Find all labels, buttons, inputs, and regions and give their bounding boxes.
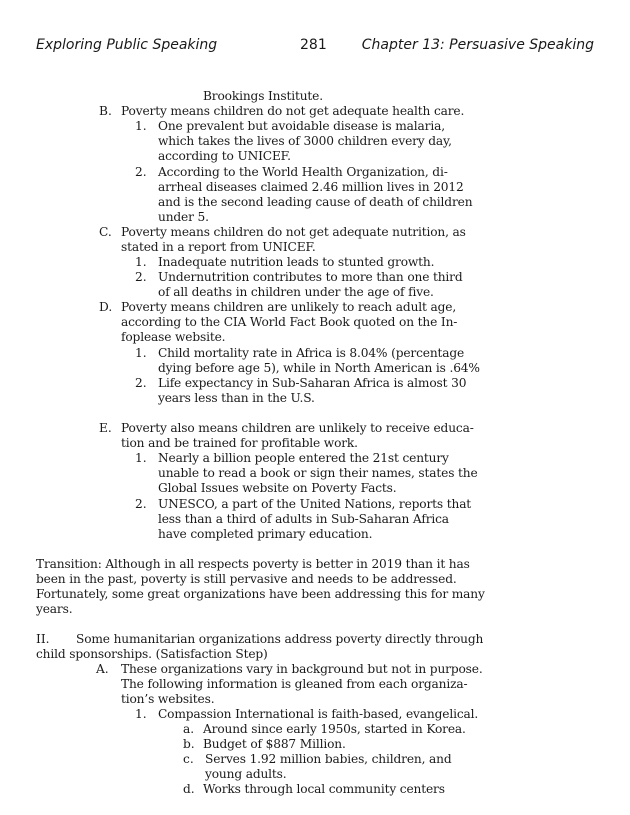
text-line: have completed primary education. (158, 527, 373, 541)
text-line: dying before age 5), while in North American is .64% (158, 361, 480, 375)
text-line: Life expectancy in Sub-Saharan Africa is almost 30 (158, 376, 467, 390)
text-line: Fortunately, some great organizations have been addressing this for many (36, 587, 485, 601)
text-line: arrheal diseases claimed 2.46 million lives in 2012 (158, 180, 464, 194)
text-line: according to the CIA World Fact Book quoted on the In- (121, 315, 458, 329)
text-line: Child mortality rate in Africa is 8.04% (percentage (158, 346, 465, 360)
text-line: according to UNICEF. (158, 149, 291, 163)
outline-marker: C. (99, 225, 112, 239)
text-line: UNESCO, a part of the United Nations, reports that (158, 497, 472, 511)
chapter-title: Chapter 13: Persuasive Speaking (361, 37, 594, 53)
text-line: Poverty means children do not get adequate nutrition, as (121, 225, 466, 239)
text-line: Serves 1.92 million babies, children, and (205, 752, 452, 766)
text-line: Budget of $887 Million. (203, 737, 346, 751)
outline-marker: 1. (135, 707, 147, 721)
text-line: tion’s websites. (121, 692, 215, 706)
outline-marker: A. (96, 662, 109, 676)
text-line: tion and be trained for profitable work. (121, 436, 358, 450)
text-line: Poverty also means children are unlikely to receive educa- (121, 421, 474, 435)
text-line: Compassion International is faith-based, evangelical. (158, 707, 479, 721)
text-line: Brookings Institute. (203, 89, 323, 103)
outline-marker: D. (99, 300, 113, 314)
text-line: stated in a report from UNICEF. (121, 240, 316, 254)
text-line: Transition: Although in all respects poverty is better in 2019 than it has (36, 557, 470, 571)
text-line: According to the World Health Organization, di- (158, 165, 448, 179)
text-line: less than a third of adults in Sub-Saharan Africa (158, 512, 449, 526)
outline-marker: 2. (135, 497, 147, 511)
page-number: 281 (300, 37, 327, 53)
text-line: Some humanitarian organizations address poverty directly through (76, 632, 484, 646)
outline-marker: 1. (135, 451, 147, 465)
text-line: Global Issues website on Poverty Facts. (158, 481, 397, 495)
outline-marker: b. (183, 737, 195, 751)
text-line: which takes the lives of 3000 children every day, (158, 134, 452, 148)
text-line: years less than in the U.S. (158, 391, 315, 405)
text-line: These organizations vary in background but not in purpose. (121, 662, 483, 676)
outline-marker: 1. (135, 346, 147, 360)
outline-marker: d. (183, 782, 195, 796)
text-line: young adults. (205, 767, 287, 781)
text-line: child sponsorships. (Satisfaction Step) (36, 647, 268, 661)
book-title: Exploring Public Speaking (36, 37, 218, 53)
outline-marker: 2. (135, 376, 147, 390)
outline-marker: c. (183, 752, 194, 766)
text-line: Poverty means children do not get adequate health care. (121, 104, 465, 118)
text-line: foplease website. (121, 330, 226, 344)
outline-marker: II. (36, 632, 50, 646)
text-line: and is the second leading cause of death of children (158, 195, 473, 209)
outline-marker: E. (99, 421, 112, 435)
text-line: One prevalent but avoidable disease is malaria, (158, 119, 445, 133)
text-line: Undernutrition contributes to more than one third (158, 270, 463, 284)
text-line: Nearly a billion people entered the 21st century (158, 451, 449, 465)
text-line: been in the past, poverty is still pervasive and needs to be addressed. (36, 572, 457, 586)
text-line: years. (36, 602, 73, 616)
text-line: Poverty means children are unlikely to reach adult age, (121, 300, 457, 314)
outline-marker: 2. (135, 165, 147, 179)
outline-marker: 1. (135, 119, 147, 133)
outline-marker: 1. (135, 255, 147, 269)
outline-marker: 2. (135, 270, 147, 284)
text-line: Works through local community centers (203, 782, 445, 796)
text-line: Inadequate nutrition leads to stunted growth. (158, 255, 435, 269)
text-line: Around since early 1950s, started in Korea. (203, 722, 466, 736)
outline-marker: B. (99, 104, 112, 118)
text-line: under 5. (158, 210, 209, 224)
text-line: The following information is gleaned from each organiza- (121, 677, 468, 691)
outline-marker: a. (183, 722, 195, 736)
text-line: unable to read a book or sign their names, states the (158, 466, 478, 480)
text-line: of all deaths in children under the age of five. (158, 285, 434, 299)
